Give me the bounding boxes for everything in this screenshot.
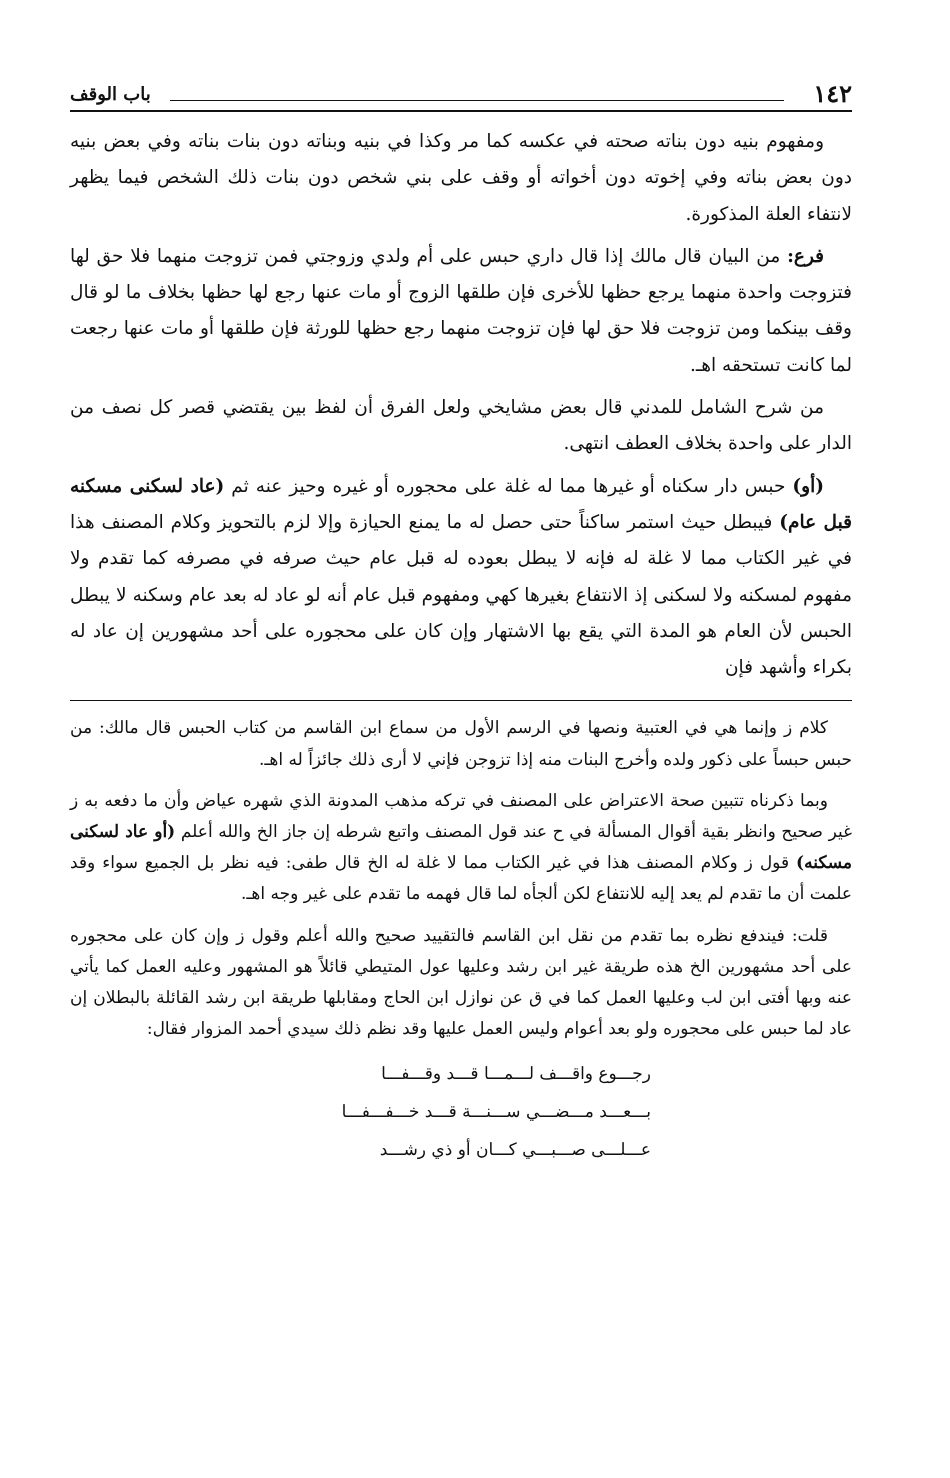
paragraph-2-text: من البيان قال مالك إذا قال داري حبس على أم ولدي وزوجتي فمن تزوجت منهما فلا حق لها فتزوجت واحدة منهما يرجع حظها للأخرى فإن طلقها الزوج أو مات عنها رجع لها حظها بخلاف ما لو قال وقف بينكما ومن تزوجت فلا حق لها فإن تزوجت منهما رجع حظها للورثة فإن طلقها أو مات عنها رجعت لما كانت تستحقه اهـ.: [70, 245, 852, 376]
footnote-2-matn-phrase: (أو عاد لسكنى مسكنه): [70, 822, 852, 874]
verse-line: عـــلـــى صـــبـــي كـــان أو ذي رشـــد: [379, 1140, 651, 1161]
paragraph-4: [70, 469, 852, 687]
footnote-2: [70, 786, 852, 911]
poem-verses: [271, 1055, 651, 1169]
book-page: [70, 70, 852, 1418]
page-number: ١٤٢: [813, 79, 852, 108]
matn-phrase-1: (أو): [792, 475, 824, 497]
paragraph-4-text-2: فيبطل حيث استمر ساكناً حتى حصل له ما يمنع الحيازة وإلا لزم بالتحويز وكلام المصنف هذا في غير الكتاب مما لا غلة له فإنه لا يبطل بعوده له قبل عام حيث صرفه في مصرفه كما تقدم ولا مفهوم لمسكنه ولا لسكنى إذ الانتفاع بغيرها كهي ومفهوم قبل عام أنه لو عاد له بعد عام وسكنه لا يبطل الحبس لأن العام هو المدة التي يقع بها الاشتهار وإن كان على محجوره على أحد مشهورين إن عاد له بكراء وأشهد فإن: [70, 511, 852, 679]
chapter-title: باب الوقف: [70, 84, 151, 105]
footnote-3: قلت: فيندفع نظره بما تقدم من نقل ابن القاسم فالتقييد صحيح والله أعلم وقول ز وإن كان على محجوره على أحد مشهورين الخ هذه طريقة غير ابن رشد وعليها عول المتيطي قائلاً هو المشهور وعليه العمل كما يأتي عنه وبها أفتى ابن لب وعليها العمل كما في ق عن نوازل ابن الحاج ومقابلها طريقة ابن رشد القائلة بالبطلان إن عاد لما حبس على محجوره ولو بعد أعوام وليس العمل عليها وقد نظم ذلك سيدي أحمد المزوار فقال:: [70, 925, 852, 1040]
paragraph-4-text-1: حبس دار سكناه أو غيرها مما له غلة على محجوره أو غيره وحيز عنه ثم: [224, 475, 793, 497]
paragraph-2: [70, 239, 852, 384]
footnote-1: كلام ز وإنما هي في العتبية ونصها في الرسم الأول من سماع ابن القاسم من كتاب الحبس قال مالك: من حبس حبساً على ذكور ولده وأخرج البنات منه إذا تزوجن فإني لا أرى ذلك جائزاً له اهـ.: [70, 718, 852, 770]
paragraph-1: ومفهوم بنيه دون بناته صحته في عكسه كما مر وكذا في بنيه وبناته دون بنات بناته وفي بعض بنيه دون بعض بناته وفي إخوته دون أخواته أو وقف على بني شخص دون بنات ذلك الشخص فيما يظهر لانتفاء العلة المذكورة.: [70, 131, 852, 225]
main-text: [70, 124, 852, 686]
footnote-2-text-1: وبما ذكرناه تتبين صحة الاعتراض على المصنف في تركه مذهب المدونة الذي شهره عياض وأن ما دفعه به ز غير صحيح وانظر بقية أقوال المسألة في ح عند قول المصنف واتبع شرطه إن جاز الخ والله أعلم: [70, 790, 852, 843]
far-label: فرع:: [787, 245, 824, 267]
footnote-2-text-2: قول ز وكلام المصنف هذا في غير الكتاب مما لا غلة له الخ قال طفى: فيه نظر بل الجميع سواء وقد علمت أن ما تقدم لم يعد إليه للانتفاع لكن ألجأه لما قال فهمه ما تقدم على غير وجه اهـ.: [70, 853, 852, 905]
header-rule: [170, 100, 784, 101]
running-header: [70, 70, 852, 112]
footnotes: [70, 713, 852, 1169]
verse-line: بـــعـــد مـــضـــي ســـنـــة قـــد خـــفـــفـــا: [341, 1102, 651, 1123]
footnote-divider: [70, 700, 852, 701]
paragraph-3: من شرح الشامل للمدني قال بعض مشايخي ولعل الفرق أن لفظ بين يقتضي قصر كل نصف من الدار على واحدة بخلاف العطف انتهى.: [70, 397, 852, 455]
matn-phrase-2: (عاد لسكنى مسكنه قبل عام): [70, 475, 852, 533]
verse-line: رجـــوع واقـــف لـــمـــا قـــد وقـــفـــا: [381, 1064, 651, 1085]
